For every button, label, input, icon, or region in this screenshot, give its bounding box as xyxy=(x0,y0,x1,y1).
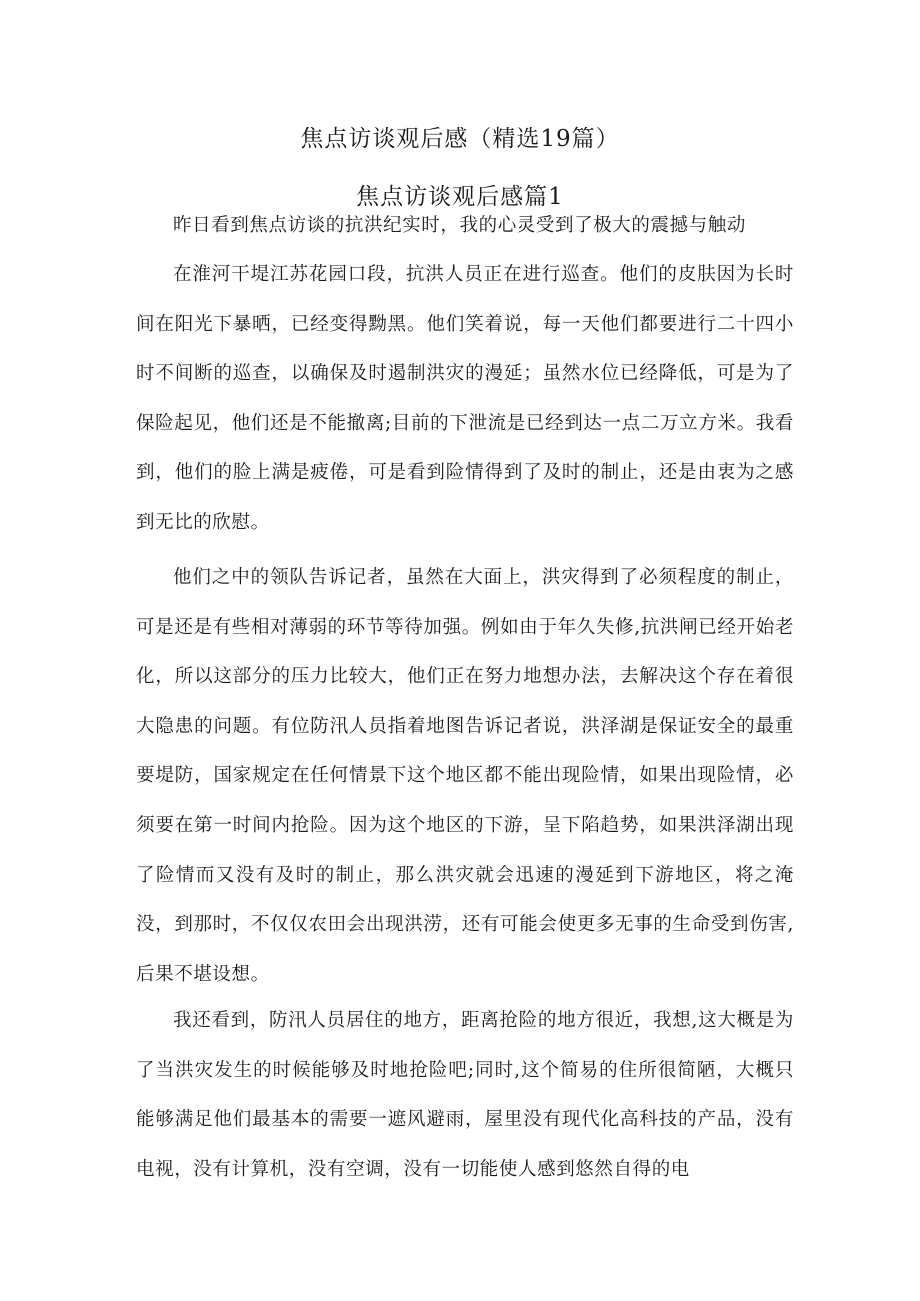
paragraph-2: 在淮河干堤江苏花园口段，抗洪人员正在进行巡查。他们的皮肤因为长时间在阳光下暴晒，已经变得黝黑。他们笑着说，每一天他们都要进行二十四小时不间断的巡查，以确保及时遏制洪灾的漫延；虽然水位已经降低，可是为了保险起见，他们还是不能撤离;目前的下泄流是已经到达一点二万立方米。我看到，他们的脸上满是疲倦，可是看到险情得到了及时的制止，还是由衷为之感到无比的欣慰。 xyxy=(136,264,794,533)
paragraph-1: 昨日看到焦点访谈的抗洪纪实时，我的心灵受到了极大的震撼与触动 xyxy=(173,215,747,236)
paragraph-4: 我还看到，防汛人员居住的地方，距离抢险的地方很近，我想,这大概是为了当洪灾发生的时候能够及时地抢险吧;同时,这个简易的住所很简陋，大概只能够满足他们最基本的需要一遮风避雨，屋里没有现代化高科技的产品，没有电视，没有计算机，没有空调，没有一切能使人感到悠然自得的电 xyxy=(136,1010,794,1180)
paragraph-3: 他们之中的领队告诉记者，虽然在大面上，洪灾得到了必须程度的制止，可是还是有些相对薄弱的环节等待加强。例如由于年久失修,抗洪闸已经开始老化，所以这部分的压力比较大，他们正在努力地想办法，去解决这个存在着很大隐患的问题。有位防汛人员指着地图告诉记者说，洪泽湖是保证安全的最重要堤防，国家规定在任何情景下这个地区都不能出现险情，如果出现险情，必须要在第一时间内抢险。因为这个地区的下游，呈下陷趋势，如果洪泽湖出现了险情而又没有及时的制止，那么洪灾就会迅速的漫延到下游地区，将之淹没，到那时，不仅仅农田会出现洪涝，还有可能会使更多无事的生命受到伤害,后果不堪设想。 xyxy=(136,567,794,985)
document-title: 焦点访谈观后感（精选19篇） xyxy=(300,126,620,152)
section-heading: 焦点访谈观后感篇1 xyxy=(356,184,564,210)
